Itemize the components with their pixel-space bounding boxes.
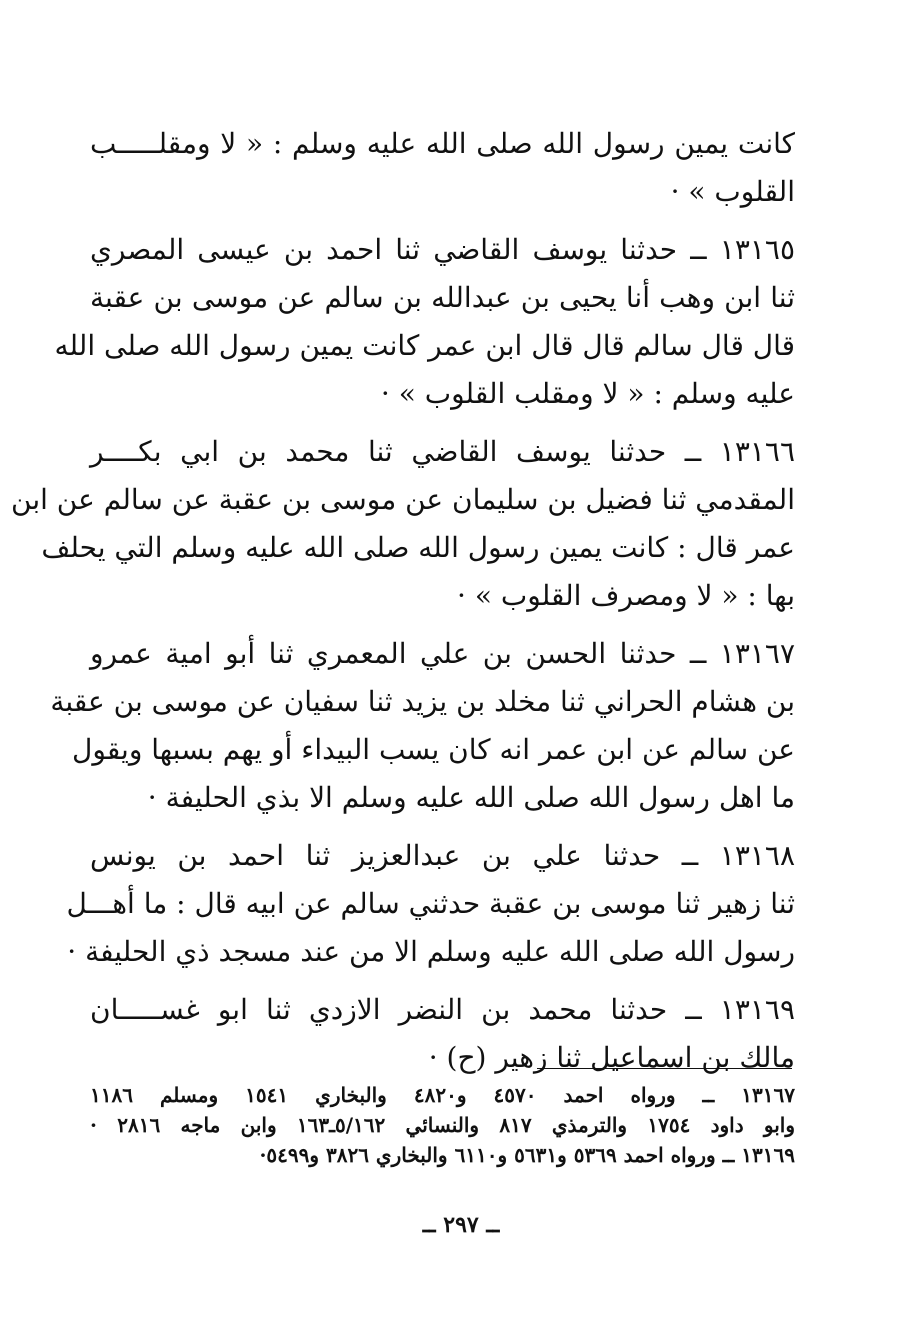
- text-line: القلوب » ·: [670, 175, 795, 208]
- text-line: ١٣١٦٧ ــ حدثنا الحسن بن علي المعمري ثنا أبو امية عمرو: [90, 637, 795, 670]
- text-line: بها : « لا ومصرف القلوب » ·: [457, 579, 795, 612]
- text-line: عمر قال : كانت يمين رسول الله صلى الله عليه وسلم التي يحلف: [41, 531, 795, 564]
- text-line: كانت يمين رسول الله صلى الله عليه وسلم : « لا ومقلـــــب: [90, 127, 795, 160]
- text-line: ١٣١٦٦ ــ حدثنا يوسف القاضي ثنا محمد بن ابي بكــــر: [90, 435, 795, 468]
- text-line: عن سالم عن ابن عمر انه كان يسب البيداء أو يهم بسبها ويقول: [72, 733, 795, 766]
- text-line: المقدمي ثنا فضيل بن سليمان عن موسى بن عقبة عن سالم عن ابن: [11, 483, 795, 516]
- text-line: ١٣١٦٩ ــ حدثنا محمد بن النضر الازدي ثنا ابو غســـــان: [90, 993, 795, 1026]
- footnote-line: ١٣١٦٧ ــ ورواه احمد ٤٥٧٠ و٤٨٢٠ والبخاري ١٥٤١ ومسلم ١١٨٦: [90, 1083, 796, 1107]
- page-number: ــ ٢٩٧ ــ: [422, 1212, 500, 1238]
- text-line: عليه وسلم : « لا ومقلب القلوب » ·: [380, 377, 795, 410]
- footnote-line: وابو داود ١٧٥٤ والترمذي ٨١٧ والنسائي ٥/١٦٢ـ١٦٣ وابن ماجه ٢٨١٦ ·: [90, 1113, 795, 1137]
- text-line: ثنا زهير ثنا موسى بن عقبة حدثني سالم عن ابيه قال : ما أهـــل: [66, 887, 795, 920]
- text-line: ما اهل رسول الله صلى الله عليه وسلم الا بذي الحليفة ·: [147, 781, 795, 814]
- footnotes: [90, 1080, 795, 1170]
- hadith-13168: [66, 832, 795, 976]
- text-line: بن هشام الحراني ثنا مخلد بن يزيد ثنا سفيان عن موسى بن عقبة: [50, 685, 795, 718]
- hadith-13166: [11, 428, 795, 620]
- hadith-13165: [54, 226, 795, 418]
- text-line: ١٣١٦٨ ــ حدثنا علي بن عبدالعزيز ثنا احمد بن يونس: [90, 839, 795, 872]
- text-line: مالك بن اسماعيل ثنا زهير (ح) ·: [428, 1041, 795, 1074]
- text-line: ١٣١٦٥ ــ حدثنا يوسف القاضي ثنا احمد بن عيسى المصري: [90, 233, 795, 266]
- footnote-divider: [537, 1068, 792, 1069]
- footnote-line: ١٣١٦٩ ــ ورواه احمد ٥٣٦٩ و٥٦٣١ و٦١١٠ والبخاري ٣٨٢٦ و٥٤٩٩·: [259, 1143, 795, 1167]
- main-text: [11, 120, 795, 1092]
- paragraph-continuation: [90, 120, 795, 216]
- text-line: رسول الله صلى الله عليه وسلم الا من عند مسجد ذي الحليفة ·: [67, 935, 795, 968]
- text-line: قال قال سالم قال قال ابن عمر كانت يمين رسول الله صلى الله: [54, 329, 795, 362]
- hadith-13167: [50, 630, 795, 822]
- text-line: ثنا ابن وهب أنا يحيى بن عبدالله بن سالم عن موسى بن عقبة: [90, 281, 795, 314]
